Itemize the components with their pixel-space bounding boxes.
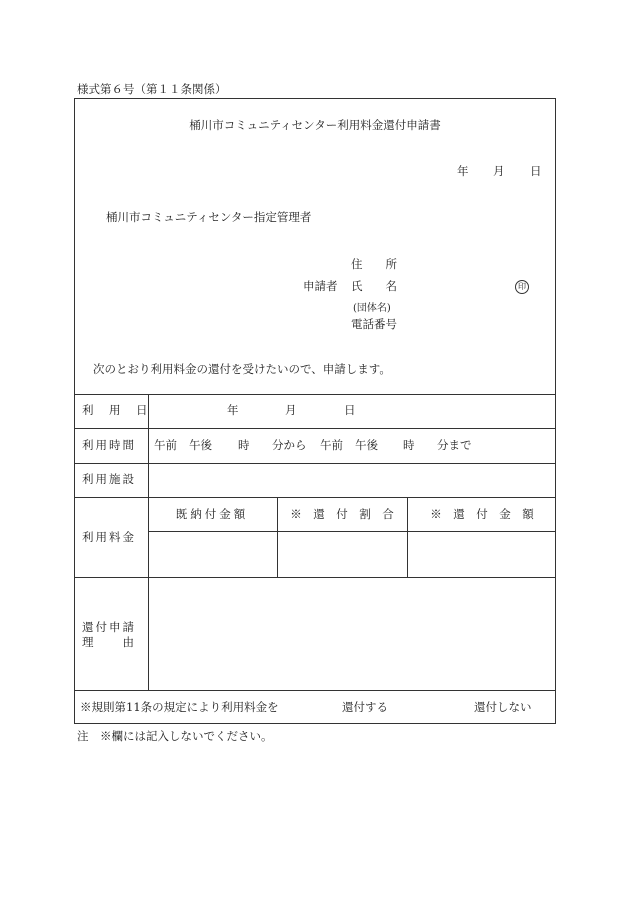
use-date-day: 日 — [344, 403, 356, 417]
seal-mark — [515, 280, 529, 294]
form-number: 様式第６号（第１１条関係） — [77, 82, 227, 96]
paid-amount-header: 既納付金額 — [175, 507, 249, 521]
request-statement: 次のとおり利用料金の還付を受けたいので、申請します。 — [93, 362, 391, 376]
use-time-pm-start: 午後 — [189, 438, 212, 452]
refund-amount-header: ※ 還 付 金 額 — [430, 507, 534, 521]
addressee: 桶川市コミュニティセンター指定管理者 — [106, 210, 312, 224]
address-label: 住 所 — [351, 257, 397, 271]
use-date-year: 年 — [227, 403, 239, 417]
row-line-2 — [74, 463, 556, 464]
date-day-label: 日 — [530, 164, 542, 178]
use-time-minute-from: 分から — [272, 438, 307, 452]
facility-label: 利用施設 — [82, 472, 136, 486]
form-title: 桶川市コミュニティセンター利用料金還付申請書 — [189, 118, 441, 132]
fee-header-line — [148, 531, 556, 532]
use-date-month: 月 — [285, 403, 297, 417]
use-date-label: 利 用 日 — [82, 403, 150, 417]
row-line-4 — [74, 577, 556, 578]
decision-refund-option: 還付する — [342, 700, 388, 714]
organization-label: (団体名) — [353, 303, 391, 314]
label-column-line — [148, 394, 149, 690]
seal-icon: 印 — [515, 280, 529, 294]
date-year-label: 年 — [457, 164, 469, 178]
date-month-label: 月 — [493, 164, 505, 178]
footnote: 注 ※欄には記入しないでください。 — [77, 729, 273, 743]
use-time-am-end: 午前 — [320, 438, 343, 452]
use-time-hour-start: 時 — [238, 438, 250, 452]
use-time-label: 利用時間 — [82, 438, 136, 452]
name-label: 氏 名 — [351, 279, 397, 293]
use-time-pm-end: 午後 — [355, 438, 378, 452]
row-line-5 — [74, 690, 556, 691]
use-time-minute-to: 分まで — [437, 438, 472, 452]
decision-no-refund-option: 還付しない — [474, 700, 532, 714]
fee-label: 利用料金 — [82, 530, 136, 544]
use-time-hour-end: 時 — [403, 438, 415, 452]
use-time-am-start: 午前 — [154, 438, 177, 452]
phone-label: 電話番号 — [351, 317, 397, 331]
reason-label-line2: 理 由 — [82, 635, 136, 649]
fee-column-line-1 — [277, 497, 278, 577]
row-line-1 — [74, 428, 556, 429]
fee-column-line-2 — [407, 497, 408, 577]
table-top-line — [74, 394, 556, 395]
row-line-3 — [74, 497, 556, 498]
reason-label-line1: 還付申請 — [82, 620, 136, 634]
applicant-label: 申請者 — [303, 279, 338, 293]
refund-rate-header: ※ 還 付 割 合 — [290, 507, 394, 521]
decision-text: ※規則第11条の規定により利用料金を — [80, 700, 279, 714]
